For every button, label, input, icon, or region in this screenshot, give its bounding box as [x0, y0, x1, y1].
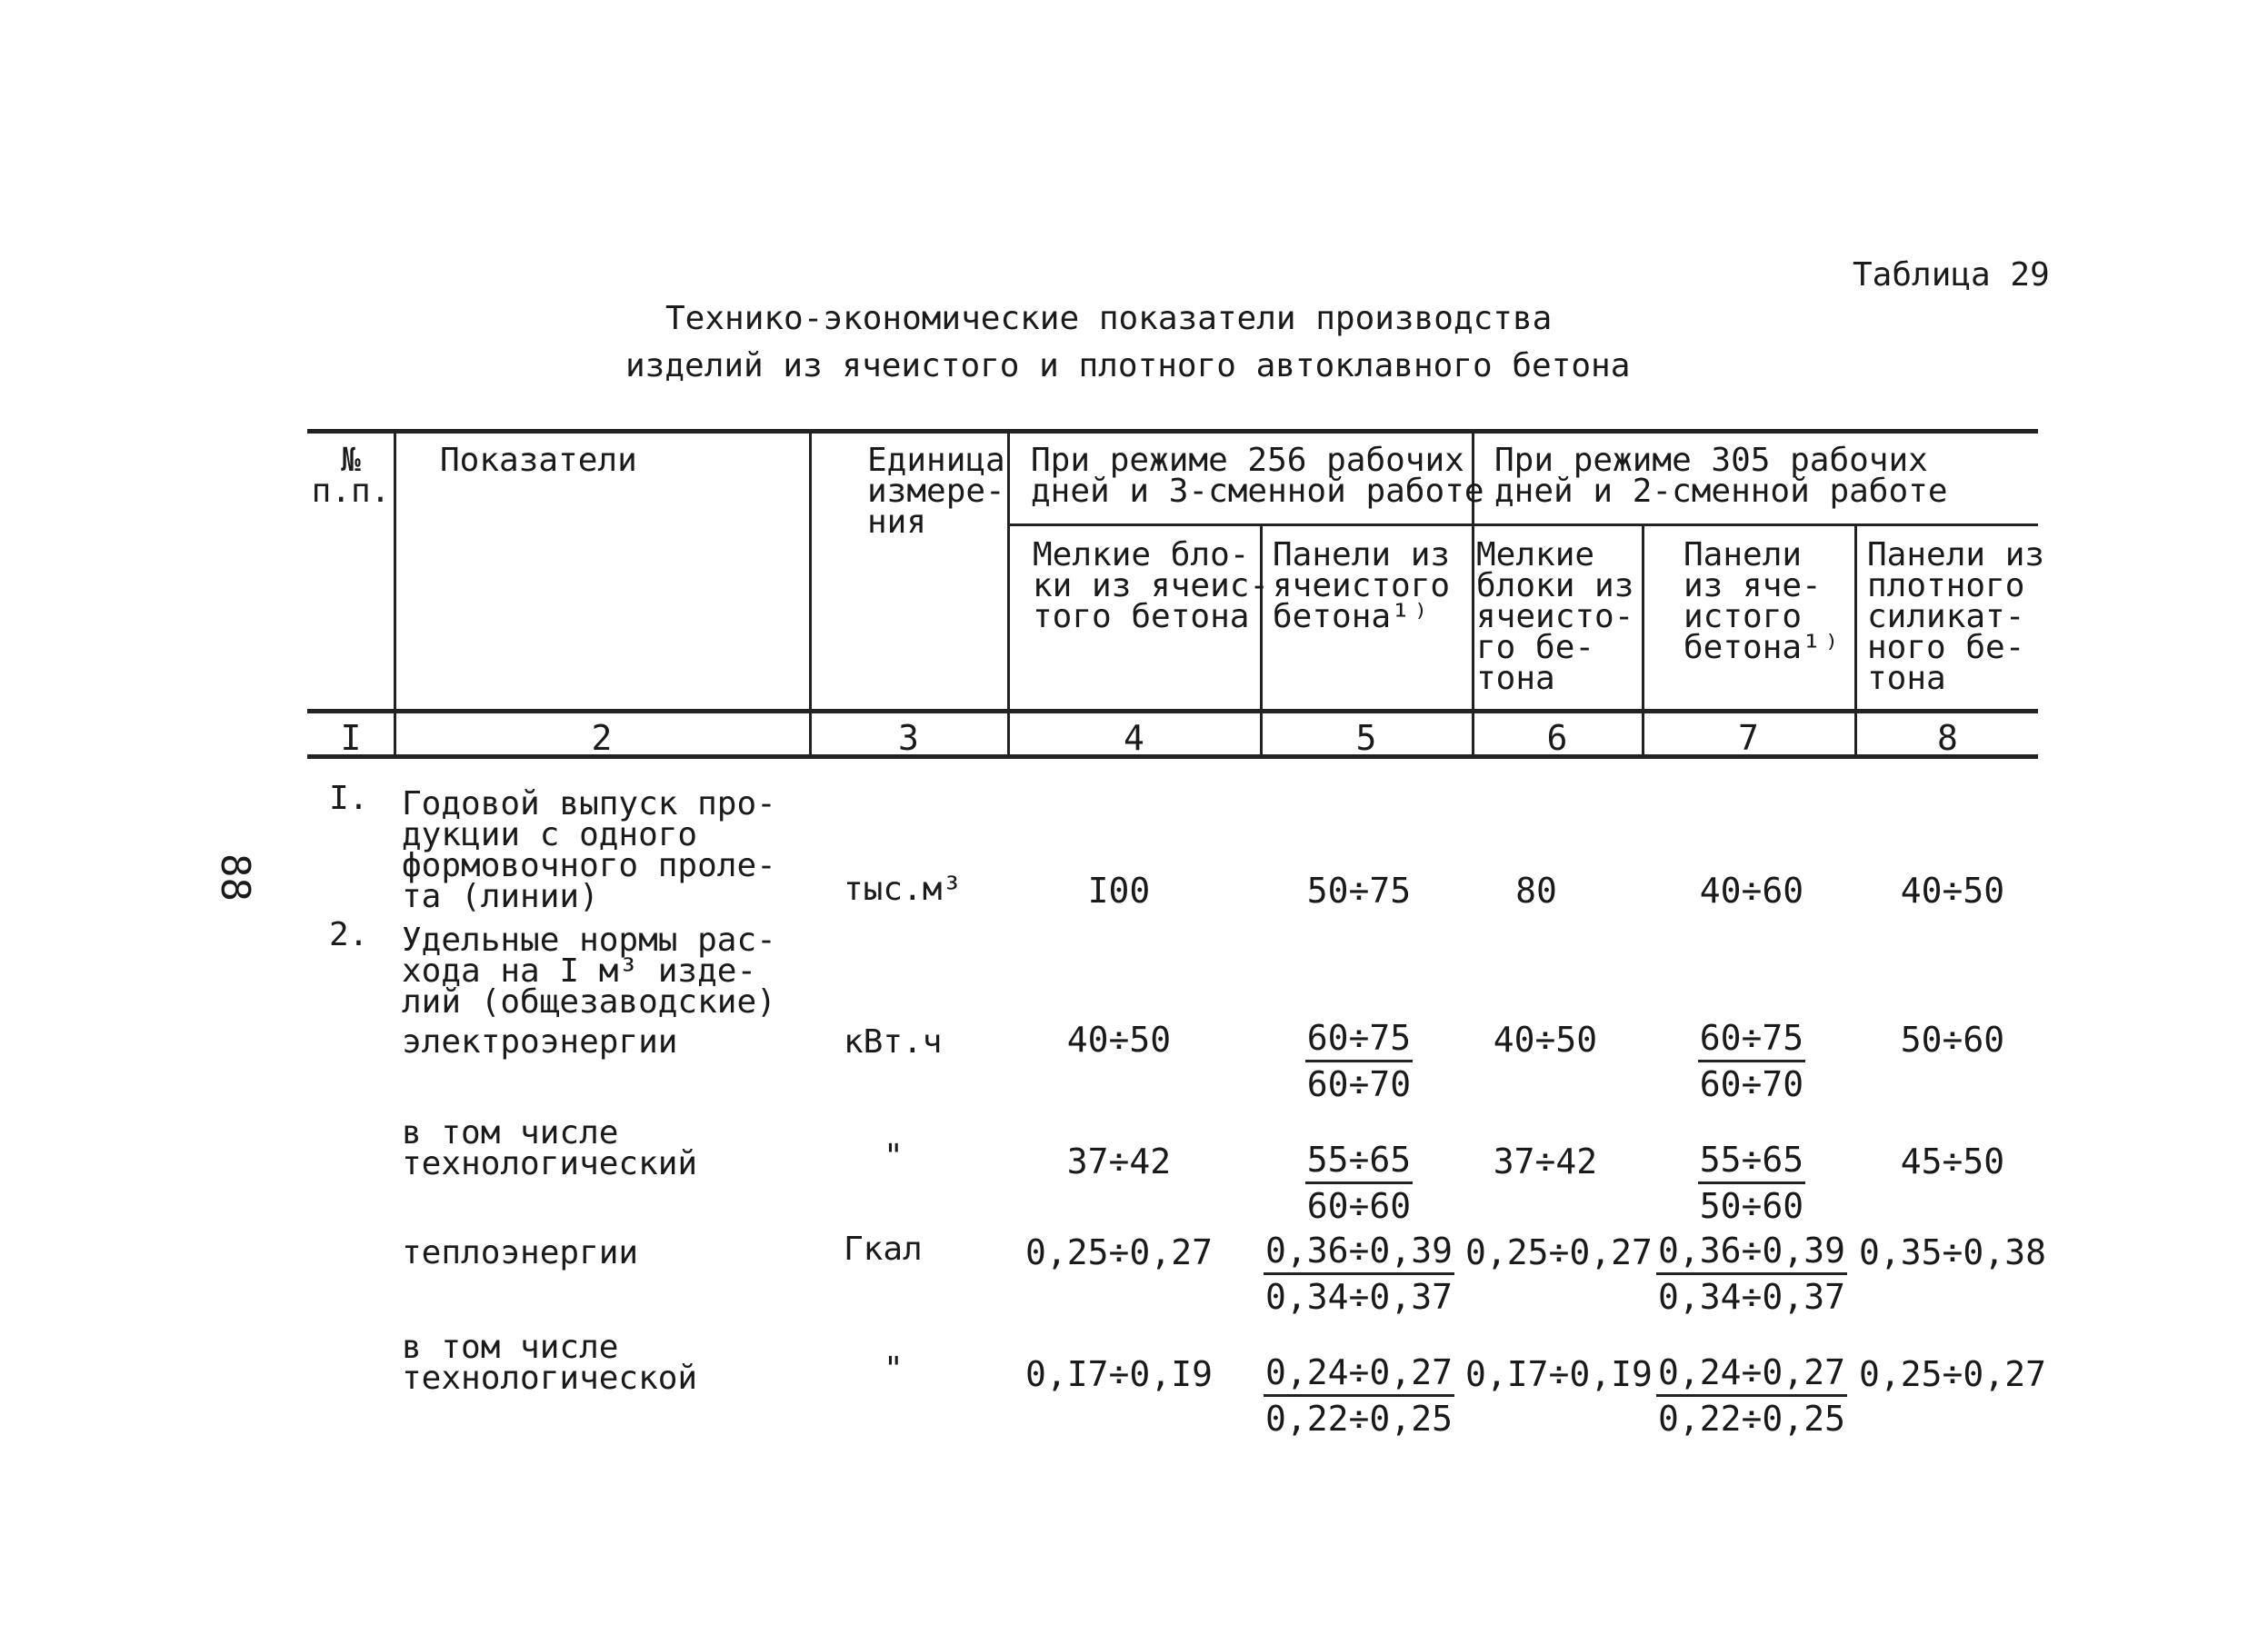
row-2-label: Удельные нормы рас- хода на I м³ изде- лий (общезаводские) — [402, 922, 776, 1021]
column-number-7: 7 — [1738, 718, 1759, 758]
row-4-label: в том числе технологический — [402, 1114, 698, 1182]
column-number-2: 2 — [591, 718, 613, 758]
vline-3 — [1007, 429, 1010, 756]
row-5-col-4: 0,25÷0,27 — [1025, 1232, 1213, 1272]
vline-1 — [394, 429, 396, 756]
header-col-8: Панели из плотного силикат- ного бе- тона — [1867, 536, 2045, 697]
header-col-5: Панели из ячеистого бетона¹⁾ — [1273, 536, 1451, 635]
row-4-col-7-bottom: 50÷60 — [1699, 1186, 1804, 1226]
row-4-col-5 — [1254, 1138, 1464, 1228]
row-1-number: I. — [329, 780, 369, 817]
row-5-col-7-top: 0,36÷0,39 — [1656, 1229, 1847, 1275]
rule-header-bottom — [307, 709, 2038, 713]
column-number-6: 6 — [1546, 718, 1568, 758]
header-col-indicators: Показатели — [440, 442, 637, 479]
row-5-label: теплоэнергии — [402, 1234, 639, 1271]
header-group-256: При режиме 256 рабочих дней и 3-сменной работе — [1031, 442, 1484, 510]
row-3-col-4: 40÷50 — [1066, 1020, 1172, 1060]
row-6-label: в том числе технологической — [402, 1329, 698, 1397]
row-5-col-8: 0,35÷0,38 — [1859, 1232, 2046, 1272]
column-number-3: 3 — [898, 718, 919, 758]
row-4-col-6: 37÷42 — [1493, 1141, 1598, 1181]
row-3-label: электроэнергии — [402, 1023, 678, 1061]
row-5-col-5-bottom: 0,34÷0,37 — [1265, 1277, 1453, 1317]
rule-group-under — [1007, 523, 2038, 526]
row-5-col-5-top: 0,36÷0,39 — [1264, 1229, 1454, 1275]
row-3-col-5-top: 60÷75 — [1305, 1016, 1413, 1062]
row-3-col-5-bottom: 60÷70 — [1306, 1064, 1412, 1104]
page-number: 88 — [211, 853, 258, 902]
column-number-5: 5 — [1355, 718, 1377, 758]
row-3-col-5 — [1254, 1016, 1464, 1106]
rule-top — [307, 429, 2038, 434]
row-1-col-5: 50÷75 — [1306, 871, 1412, 911]
row-5-col-5 — [1254, 1229, 1464, 1319]
row-3-col-8: 50÷60 — [1900, 1020, 2005, 1060]
column-number-1: I — [340, 718, 362, 758]
row-4-col-4: 37÷42 — [1066, 1141, 1172, 1181]
row-1-unit: тыс.м³ — [844, 871, 963, 908]
row-5-col-6: 0,25÷0,27 — [1465, 1232, 1653, 1272]
table-title-line-2: изделий из ячеистого и плотного автоклавного бетона — [625, 347, 1631, 384]
row-6-col-7-top: 0,24÷0,27 — [1656, 1351, 1847, 1397]
header-col-6: Мелкие блоки из ячеисто- го бе- тона — [1476, 536, 1634, 697]
row-6-col-7 — [1647, 1351, 1856, 1441]
header-group-305: При режиме 305 рабочих дней и 2-сменной работе — [1494, 442, 1948, 510]
row-3-unit: кВт.ч — [844, 1023, 943, 1061]
row-4-unit: " — [884, 1138, 904, 1175]
row-3-col-6: 40÷50 — [1493, 1020, 1598, 1060]
table-label: Таблица 29 — [1853, 256, 2050, 294]
row-6-col-7-bottom: 0,22÷0,25 — [1658, 1399, 1845, 1439]
header-col-7: Панели из яче- истого бетона¹⁾ — [1684, 536, 1842, 666]
row-4-col-7 — [1647, 1138, 1856, 1228]
row-4-col-5-top: 55÷65 — [1305, 1138, 1413, 1184]
row-6-col-4: 0,I7÷0,I9 — [1025, 1354, 1213, 1394]
row-6-col-6: 0,I7÷0,I9 — [1465, 1354, 1653, 1394]
row-6-col-8: 0,25÷0,27 — [1859, 1354, 2046, 1394]
header-col-4: Мелкие бло- ки из ячеис- того бетона — [1033, 536, 1270, 635]
vline-2 — [809, 429, 812, 756]
row-3-col-7-top: 60÷75 — [1698, 1016, 1805, 1062]
row-6-col-5 — [1254, 1351, 1464, 1441]
row-4-col-8: 45÷50 — [1900, 1141, 2005, 1181]
row-1-label: Годовой выпуск про- дукции с одного формовочного проле- та (линии) — [402, 785, 776, 915]
row-3-col-7 — [1647, 1016, 1856, 1106]
row-2-number: 2. — [329, 916, 369, 953]
row-6-col-5-top: 0,24÷0,27 — [1264, 1351, 1454, 1397]
table-title-line-1: Технико-экономические показатели производства — [665, 300, 1553, 337]
row-1-col-7: 40÷60 — [1699, 871, 1804, 911]
row-5-unit: Гкал — [844, 1231, 923, 1268]
row-6-col-5-bottom: 0,22÷0,25 — [1265, 1399, 1453, 1439]
column-number-8: 8 — [1937, 718, 1958, 758]
row-1-col-4: I00 — [1087, 871, 1151, 911]
row-1-col-8: 40÷50 — [1900, 871, 2005, 911]
header-col-num: № п.п. — [311, 442, 391, 510]
row-6-unit: " — [884, 1351, 904, 1388]
row-4-col-5-bottom: 60÷60 — [1306, 1186, 1412, 1226]
column-number-4: 4 — [1124, 718, 1144, 758]
row-5-col-7-bottom: 0,34÷0,37 — [1658, 1277, 1845, 1317]
row-5-col-7 — [1647, 1229, 1856, 1319]
row-3-col-7-bottom: 60÷70 — [1699, 1064, 1804, 1104]
header-col-unit: Единица измере- ния — [867, 442, 1005, 541]
row-1-col-6: 80 — [1515, 871, 1557, 911]
row-4-col-7-top: 55÷65 — [1698, 1138, 1805, 1184]
